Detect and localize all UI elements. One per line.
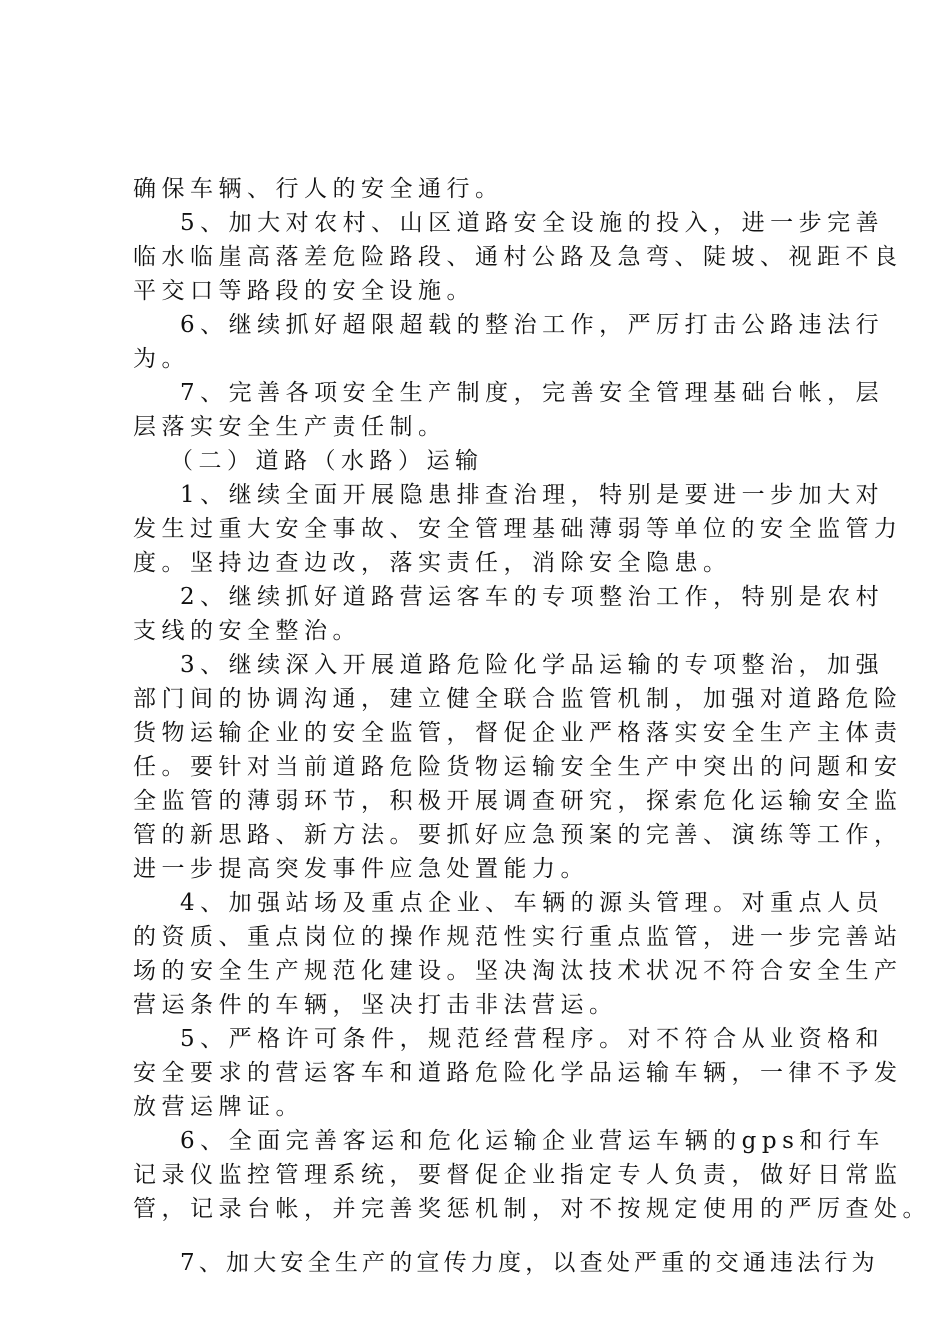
paragraph-line: 为。	[133, 346, 190, 372]
paragraph-line: 场的安全生产规范化建设。坚决淘汰技术状况不符合安全生产	[133, 958, 903, 984]
section-heading: （二）道路（水路）运输	[170, 448, 484, 474]
paragraph-line: 1、继续全面开展隐患排查治理，特别是要进一步加大对	[180, 482, 885, 508]
paragraph-line: 临水临崖高落差危险路段、通村公路及急弯、陡坡、视距不良	[133, 244, 903, 270]
paragraph-line: 层落实安全生产责任制。	[133, 414, 447, 440]
paragraph-line: 的资质、重点岗位的操作规范性实行重点监管，进一步完善站	[133, 924, 903, 950]
paragraph-line: 度。坚持边查边改，落实责任，消除安全隐患。	[133, 550, 732, 576]
paragraph-line: 7、加大安全生产的宣传力度，以查处严重的交通违法行为	[180, 1250, 879, 1276]
paragraph-line: 6、继续抓好超限超载的整治工作，严厉打击公路违法行	[180, 312, 885, 338]
paragraph-line: 3、继续深入开展道路危险化学品运输的专项整治，加强	[180, 652, 885, 678]
paragraph-line: 6、全面完善客运和危化运输企业营运车辆的gps和行车	[180, 1128, 885, 1154]
paragraph-line: 营运条件的车辆，坚决打击非法营运。	[133, 992, 618, 1018]
paragraph-line: 支线的安全整治。	[133, 618, 361, 644]
paragraph-line: 全监管的薄弱环节，积极开展调查研究，探索危化运输安全监	[133, 788, 903, 814]
paragraph-line: 管，记录台帐，并完善奖惩机制，对不按规定使用的严厉查处。	[133, 1196, 931, 1222]
paragraph-line: 货物运输企业的安全监管，督促企业严格落实安全生产主体责	[133, 720, 903, 746]
paragraph-line: 5、加大对农村、山区道路安全设施的投入，进一步完善	[180, 210, 885, 236]
paragraph-line: 放营运牌证。	[133, 1094, 304, 1120]
paragraph-line: 部门间的协调沟通，建立健全联合监管机制，加强对道路危险	[133, 686, 903, 712]
paragraph-line: 7、完善各项安全生产制度，完善安全管理基础台帐，层	[180, 380, 885, 406]
paragraph-line: 确保车辆、行人的安全通行。	[133, 176, 504, 202]
paragraph-line: 任。要针对当前道路危险货物运输安全生产中突出的问题和安	[133, 754, 903, 780]
paragraph-line: 发生过重大安全事故、安全管理基础薄弱等单位的安全监管力	[133, 516, 903, 542]
paragraph-line: 记录仪监控管理系统，要督促企业指定专人负责，做好日常监	[133, 1162, 903, 1188]
paragraph-line: 进一步提高突发事件应急处置能力。	[133, 856, 589, 882]
paragraph-line: 管的新思路、新方法。要抓好应急预案的完善、演练等工作，	[133, 822, 903, 848]
paragraph-line: 5、严格许可条件，规范经营程序。对不符合从业资格和	[180, 1026, 885, 1052]
paragraph-line: 2、继续抓好道路营运客车的专项整治工作，特别是农村	[180, 584, 885, 610]
paragraph-line: 4、加强站场及重点企业、车辆的源头管理。对重点人员	[180, 890, 885, 916]
paragraph-line: 平交口等路段的安全设施。	[133, 278, 475, 304]
paragraph-line: 安全要求的营运客车和道路危险化学品运输车辆，一律不予发	[133, 1060, 903, 1086]
